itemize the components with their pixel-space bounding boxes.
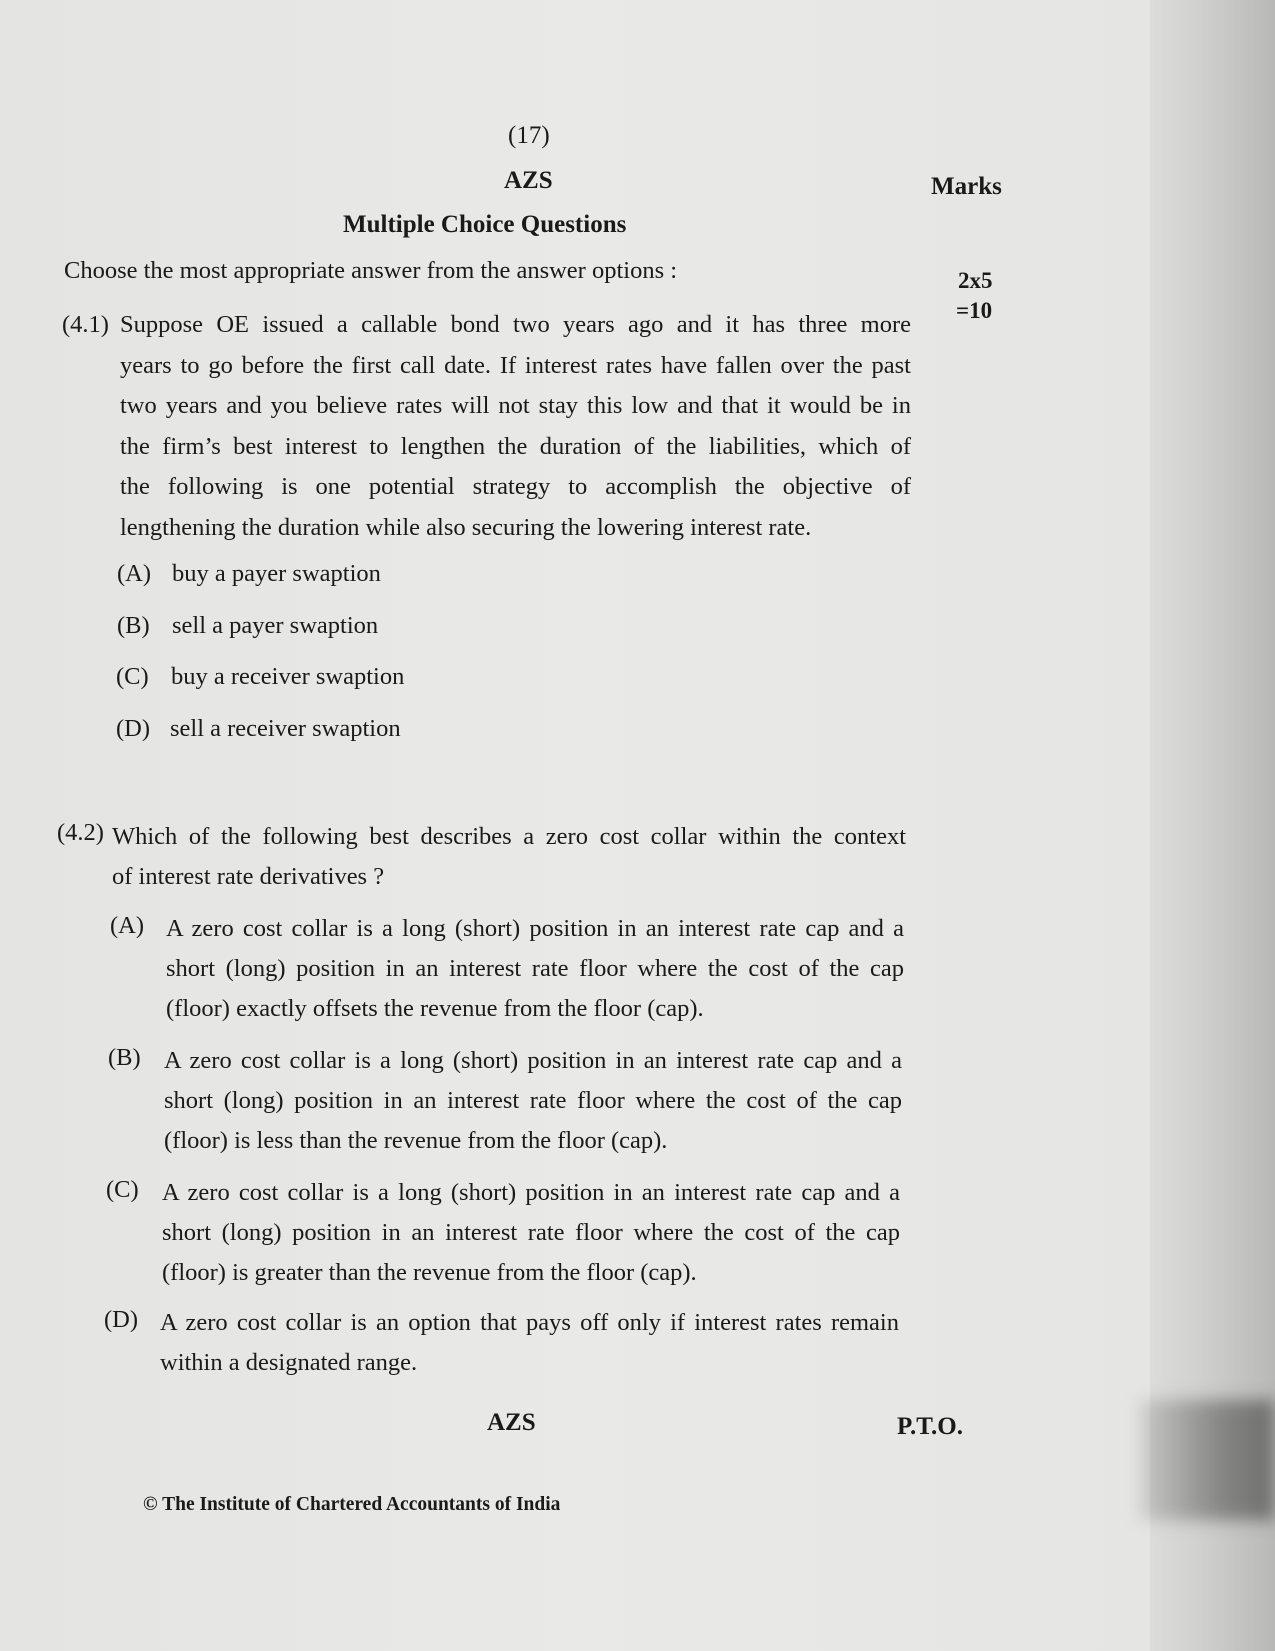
option-line: (floor) is less than the revenue from the floor (cap). xyxy=(164,1127,668,1154)
option-line: (floor) is greater than the revenue from the floor (cap). xyxy=(162,1259,697,1286)
option-label: (D) xyxy=(116,715,151,742)
option-label: (D) xyxy=(104,1306,139,1333)
option-text xyxy=(166,909,904,1029)
instruction: Choose the most appropriate answer from the answer options : xyxy=(64,257,678,284)
option-text: sell a payer swaption xyxy=(172,612,379,639)
option-text: buy a receiver swaption xyxy=(171,663,405,690)
option-label: (C) xyxy=(106,1176,139,1203)
stem-line: of interest rate derivatives ? xyxy=(112,863,385,890)
stem-line: the firm’s best interest to lengthen the duration of the liabilities, which of xyxy=(120,432,911,460)
option-line: A zero cost collar is a long (short) position in an interest rate cap and a xyxy=(164,1047,902,1074)
option-line: short (long) position in an interest rate floor where the cost of the cap xyxy=(162,1219,900,1246)
question-number: (4.2) xyxy=(57,819,104,846)
option-text xyxy=(160,1303,899,1383)
option-label: (A) xyxy=(117,560,152,587)
question-stem xyxy=(112,817,906,897)
section-title: Multiple Choice Questions xyxy=(343,211,627,238)
page-number: (17) xyxy=(508,122,550,149)
option-line: A zero cost collar is a long (short) position in an interest rate cap and a xyxy=(166,915,904,942)
stem-line: years to go before the first call date. If interest rates have fallen over the past xyxy=(120,351,911,379)
option-line: short (long) position in an interest rate floor where the cost of the cap xyxy=(164,1087,902,1114)
option-line: A zero cost collar is an option that pays off only if interest rates remain xyxy=(160,1309,899,1336)
paper-code: AZS xyxy=(504,167,553,194)
stem-line: the following is one potential strategy to accomplish the objective of xyxy=(120,473,911,501)
marks-label: Marks xyxy=(931,173,1002,200)
option-line: within a designated range. xyxy=(160,1349,418,1376)
option-line: (floor) exactly offsets the revenue from the floor (cap). xyxy=(166,995,704,1022)
option-label: (B) xyxy=(108,1044,141,1071)
marks-value-line2: =10 xyxy=(956,298,993,323)
scan-shadow xyxy=(1140,1400,1275,1520)
option-label: (B) xyxy=(117,612,150,639)
stem-line: two years and you believe rates will not stay this low and that it would be in xyxy=(120,392,911,420)
stem-line: Which of the following best describes a zero cost collar within the context xyxy=(112,823,906,850)
option-text xyxy=(162,1173,900,1293)
option-label: (C) xyxy=(116,663,149,690)
footer-copyright: © The Institute of Chartered Accountants of India xyxy=(143,1494,561,1515)
question-stem xyxy=(120,305,911,549)
marks-value-line1: 2x5 xyxy=(958,268,993,293)
option-line: A zero cost collar is a long (short) position in an interest rate cap and a xyxy=(162,1179,900,1206)
option-text: sell a receiver swaption xyxy=(170,715,401,742)
option-line: short (long) position in an interest rate floor where the cost of the cap xyxy=(166,955,904,982)
option-text xyxy=(164,1041,902,1161)
stem-line: lengthening the duration while also securing the lowering interest rate. xyxy=(120,513,812,541)
question-number: (4.1) xyxy=(62,311,109,338)
option-label: (A) xyxy=(110,912,145,939)
footer-pto: P.T.O. xyxy=(897,1413,963,1440)
option-text: buy a payer swaption xyxy=(172,560,381,587)
footer-paper-code: AZS xyxy=(487,1409,536,1436)
stem-line: Suppose OE issued a callable bond two years ago and it has three more xyxy=(120,311,911,338)
